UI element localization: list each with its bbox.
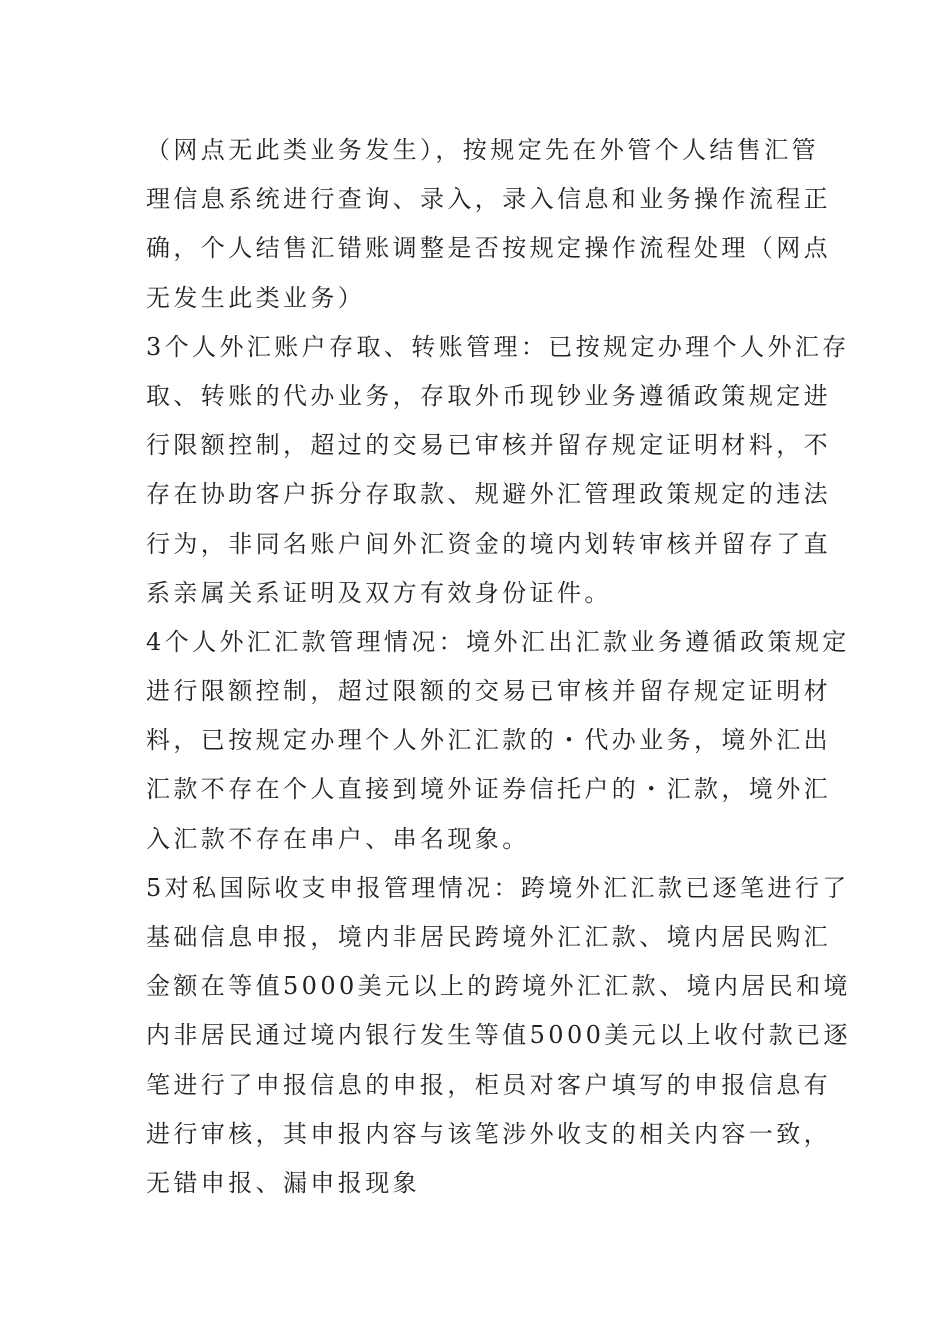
- text-line: 笔进行了申报信息的申报，柜员对客户填写的申报信息有: [146, 1070, 831, 1099]
- text-line: （网点无此类业务发生），按规定先在外管个人结售汇管: [146, 136, 819, 164]
- text-line: 无发生此类业务）: [146, 283, 366, 312]
- text-line: 无错申报、漏申报现象: [146, 1168, 420, 1197]
- text-line: 理信息系统进行查询、录入，录入信息和业务操作流程正: [146, 185, 831, 214]
- text-line: 汇款不存在个人直接到境外证券信托户的・汇款，境外汇: [146, 775, 831, 804]
- text-line: 内非居民通过境内银行发生等值5000美元以上收付款已逐: [146, 1021, 851, 1050]
- section-5-heading-line: 5对私国际收支申报管理情况：跨境外汇汇款已逐笔进行了: [146, 873, 850, 902]
- text-line: 进行限额控制，超过限额的交易已审核并留存规定证明材: [146, 677, 831, 706]
- text-line: 进行审核，其申报内容与该笔涉外收支的相关内容一致，: [146, 1119, 831, 1148]
- text-line: 料，已按规定办理个人外汇汇款的・代办业务，境外汇出: [146, 726, 831, 755]
- text-line: 基础信息申报，境内非居民跨境外汇汇款、境内居民购汇: [146, 923, 831, 951]
- text-line: 金额在等值5000美元以上的跨境外汇汇款、境内居民和境: [146, 972, 851, 1001]
- document-body: [146, 126, 851, 1208]
- text-line: 行为，非同名账户间外汇资金的境内划转审核并留存了直: [146, 529, 831, 558]
- text-line: 系亲属关系证明及双方有效身份证件。: [146, 578, 612, 607]
- text-line: 取、转账的代办业务，存取外币现钞业务遵循政策规定进: [146, 381, 831, 410]
- text-line: 行限额控制，超过的交易已审核并留存规定证明材料，不: [146, 431, 831, 460]
- text-line: 存在协助客户拆分存取款、规避外汇管理政策规定的违法: [146, 480, 831, 509]
- text-line: 确，个人结售汇错账调整是否按规定操作流程处理（网点: [146, 234, 831, 263]
- section-4-heading-line: 4个人外汇汇款管理情况：境外汇出汇款业务遵循政策规定: [146, 627, 850, 656]
- text-line: 入汇款不存在串户、串名现象。: [146, 824, 530, 853]
- section-3-heading-line: 3个人外汇账户存取、转账管理：已按规定办理个人外汇存: [146, 332, 850, 361]
